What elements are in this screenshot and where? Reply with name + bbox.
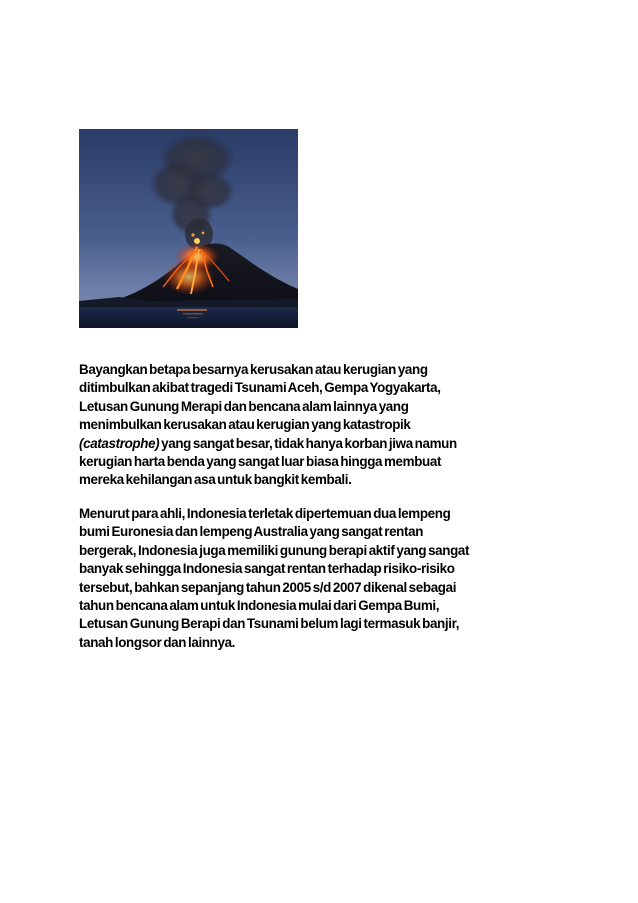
paragraph-2-line: tersebut, bahkan sepanjang tahun 2005 s/d 2007 dikenal sebagai (79, 579, 457, 595)
paragraph-2 (79, 505, 569, 652)
paragraph-2-line: bergerak, Indonesia juga memiliki gunung berapi aktif yang sangat (79, 542, 470, 558)
paragraph-2-line: Menurut para ahli, Indonesia terletak dipertemuan dua lempeng (79, 506, 451, 521)
paragraph-2-line: tanah longsor dan lainnya. (79, 634, 236, 650)
paragraph-1-line: menimbulkan kerusakan atau kerugian yang katastropik (79, 417, 411, 433)
paragraph-1-line: Letusan Gunung Merapi dan bencana alam lainnya yang (79, 398, 409, 414)
paragraph-1-line-rest: yang sangat besar, tidak hanya korban jiwa namun (159, 435, 457, 451)
paragraph-1-line-with-term (79, 435, 569, 453)
volcano-photo (79, 129, 298, 328)
paragraph-2-line: bumi Euronesia dan lempeng Australia yang sangat rentan (79, 524, 424, 540)
paragraph-2-line: tahun bencana alam untuk Indonesia mulai dari Gempa Bumi, (79, 598, 440, 614)
paragraph-2-line: banyak sehingga Indonesia sangat rentan terhadap risiko-risiko (79, 561, 455, 577)
italic-term: (catastrophe) (79, 435, 160, 451)
paragraph-2-line: Letusan Gunung Berapi dan Tsunami belum lagi termasuk banjir, (79, 616, 460, 632)
paragraph-1-line: Bayangkan betapa besarnya kerusakan atau kerugian yang (79, 362, 428, 377)
paragraph-1-line: ditimbulkan akibat tragedi Tsunami Aceh, Gempa Yogyakarta, (79, 380, 441, 396)
paragraph-1-line: mereka kehilangan asa untuk bangkit kembali. (79, 472, 352, 488)
paragraph-1-line: kerugian harta benda yang sangat luar biasa hingga membuat (79, 454, 442, 470)
paragraph-1 (79, 361, 569, 490)
